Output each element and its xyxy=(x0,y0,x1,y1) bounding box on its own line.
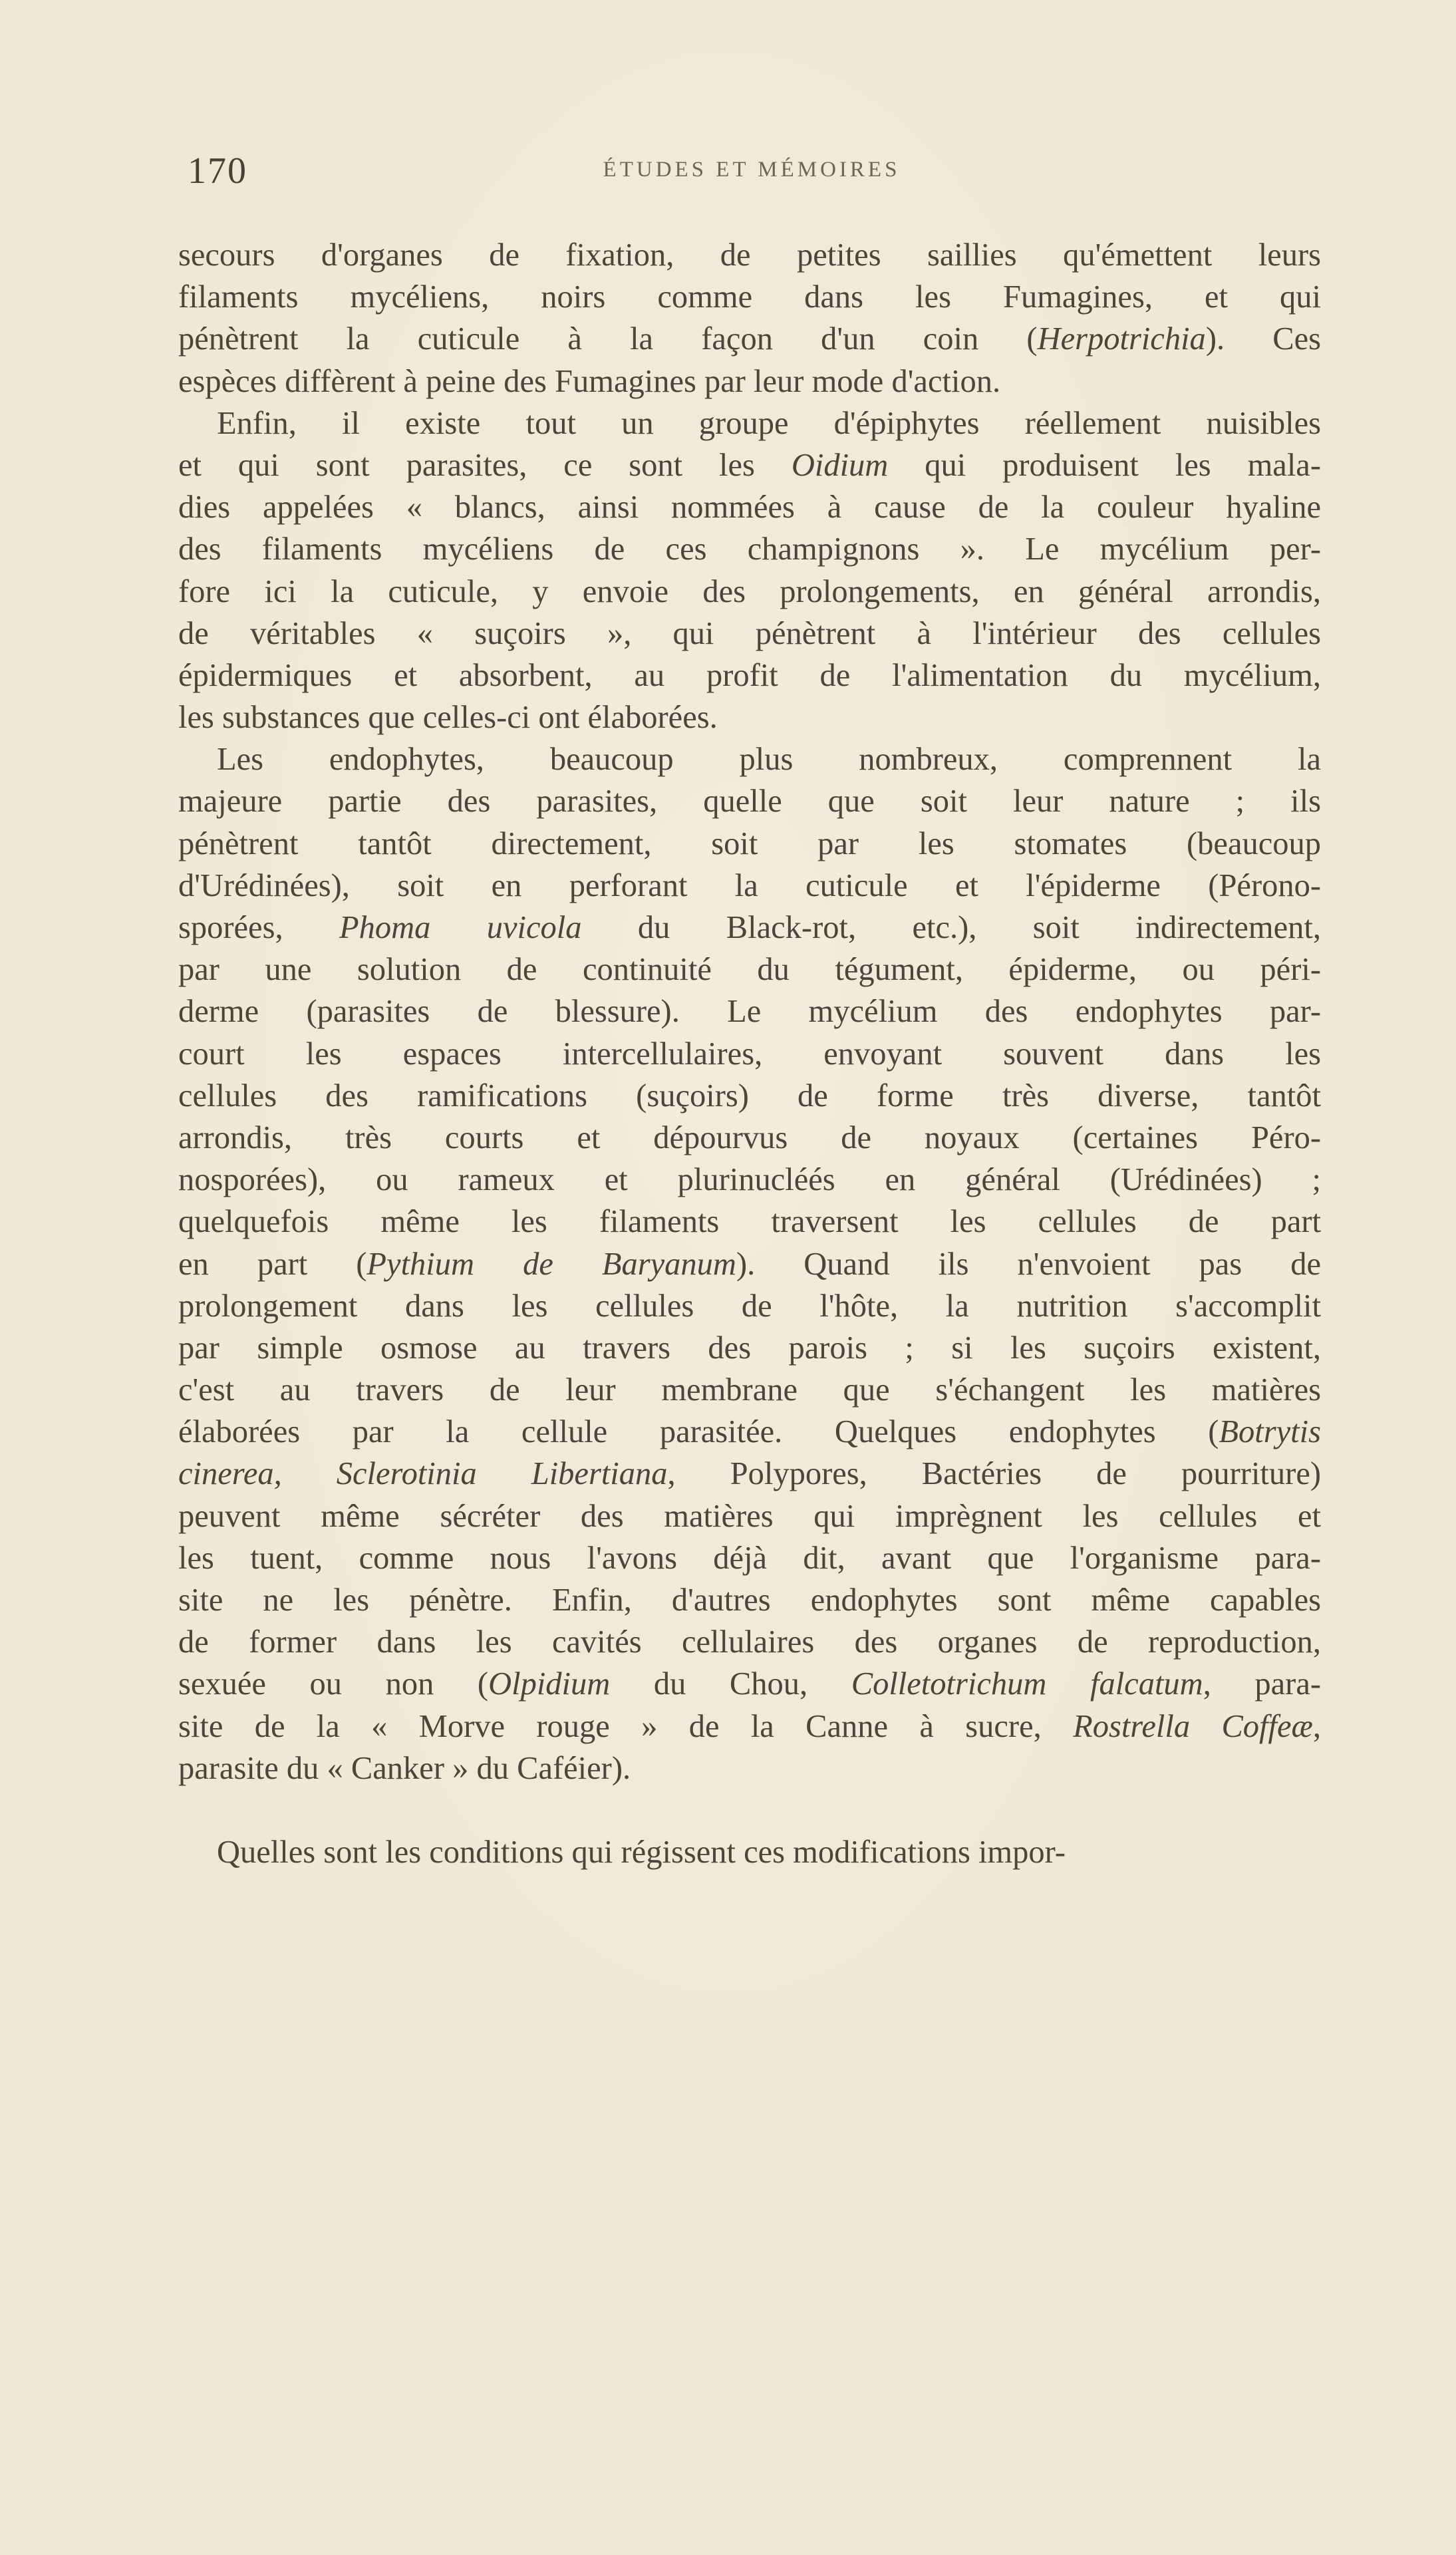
italic-text: Herpotrichia xyxy=(1037,321,1206,357)
page-header xyxy=(180,150,1324,196)
italic-text: Rostrella Coffeæ xyxy=(1073,1708,1313,1744)
text-segment: pénètrent tantôt directement, soit par les stomates (beaucoup xyxy=(178,826,1321,861)
text-segment: fore ici la cuticule, y envoie des prolongements, en général arrondis, xyxy=(178,573,1321,609)
text-line xyxy=(178,402,1321,444)
italic-text: Botrytis xyxy=(1219,1414,1321,1450)
text-line xyxy=(178,1243,1321,1285)
text-segment: , para- xyxy=(1203,1666,1321,1702)
text-line xyxy=(178,1411,1321,1453)
text-line xyxy=(178,1747,1321,1789)
text-line xyxy=(178,823,1321,865)
text-segment: Quelles sont les conditions qui régissent ces modifications impor- xyxy=(217,1835,1066,1871)
text-segment: derme (parasites de blessure). Le mycélium des endophytes par- xyxy=(178,994,1321,1030)
text-line xyxy=(178,1075,1321,1117)
text-line xyxy=(178,1706,1321,1747)
text-line xyxy=(178,1495,1321,1537)
text-line xyxy=(178,571,1321,613)
text-segment: sexuée ou non ( xyxy=(178,1666,489,1702)
text-line xyxy=(178,738,1321,780)
text-segment: , xyxy=(1312,1708,1321,1744)
text-line xyxy=(178,949,1321,990)
italic-text: Phoma uvicola xyxy=(339,910,582,945)
text-line xyxy=(178,528,1321,570)
text-line xyxy=(178,865,1321,907)
text-segment: du Black-rot, etc.), soit indirectement, xyxy=(581,910,1321,945)
text-segment: site ne les pénètre. Enfin, d'autres endophytes sont même capables xyxy=(178,1582,1321,1618)
text-segment: de véritables « suçoirs », qui pénètrent à l'intérieur des cellules xyxy=(178,615,1321,651)
text-line xyxy=(178,318,1321,360)
text-segment: du Chou, xyxy=(610,1666,851,1702)
italic-text: Olpidium xyxy=(488,1666,611,1702)
text-segment: espèces diffèrent à peine des Fumagines par leur mode d'action. xyxy=(178,363,1001,399)
text-segment: secours d'organes de fixation, de petites saillies qu'émettent leurs xyxy=(178,237,1321,273)
text-line xyxy=(178,1033,1321,1075)
text-line xyxy=(178,780,1321,822)
text-segment: sporées, xyxy=(178,910,339,945)
text-segment: de former dans les cavités cellulaires des organes de reproduction, xyxy=(178,1624,1321,1660)
text-segment: les tuent, comme nous l'avons déjà dit, avant que l'organisme para- xyxy=(178,1540,1321,1576)
italic-text: Pythium de Baryanum xyxy=(366,1246,736,1282)
text-segment: ). Ces xyxy=(1205,321,1321,357)
text-line xyxy=(178,1663,1321,1705)
text-segment: arrondis, très courts et dépourvus de noyaux (certaines Péro- xyxy=(178,1120,1321,1155)
text-line xyxy=(178,1621,1321,1663)
text-segment: cellules des ramifications (suçoirs) de forme très diverse, tantôt xyxy=(178,1078,1321,1114)
text-line xyxy=(178,486,1321,528)
running-head: ÉTUDES ET MÉMOIRES xyxy=(603,158,901,182)
text-line xyxy=(178,234,1321,276)
text-line xyxy=(178,1579,1321,1621)
text-segment: d'Urédinées), soit en perforant la cuticule et l'épiderme (Pérono- xyxy=(178,867,1321,903)
text-line xyxy=(178,613,1321,655)
text-segment: des filaments mycéliens de ces champignons ». Le mycélium per- xyxy=(178,531,1321,567)
body-text xyxy=(178,234,1321,1873)
text-segment: dies appelées « blancs, ainsi nommées à cause de la couleur hyaline xyxy=(178,490,1321,526)
text-line xyxy=(178,276,1321,318)
paragraph-gap xyxy=(178,1789,1321,1831)
text-segment: en part ( xyxy=(178,1246,367,1282)
text-line xyxy=(178,1159,1321,1201)
text-segment: élaborées par la cellule parasitée. Quelques endophytes ( xyxy=(178,1414,1219,1450)
text-line xyxy=(178,990,1321,1032)
italic-text: cinerea, Sclerotinia Libertiana xyxy=(178,1456,668,1492)
text-segment: quelquefois même les filaments traversent les cellules de part xyxy=(178,1204,1321,1240)
text-line xyxy=(178,1327,1321,1369)
page-number: 170 xyxy=(188,150,247,192)
text-segment: majeure partie des parasites, quelle que soit leur nature ; ils xyxy=(178,784,1321,820)
text-segment: Enfin, il existe tout un groupe d'épiphytes réellement nuisibles xyxy=(217,405,1321,441)
text-line xyxy=(178,1453,1321,1495)
text-segment: épidermiques et absorbent, au profit de l'alimentation du mycélium, xyxy=(178,657,1321,693)
text-line xyxy=(178,696,1321,738)
text-segment: qui produisent les mala- xyxy=(888,447,1321,483)
text-segment: Les endophytes, beaucoup plus nombreux, comprennent la xyxy=(217,742,1321,778)
text-line xyxy=(178,1117,1321,1159)
text-segment: , Polypores, Bactéries de pourriture) xyxy=(667,1456,1321,1492)
italic-text: Colletotrichum falcatum xyxy=(851,1666,1203,1702)
text-segment: par simple osmose au travers des parois ; si les suçoirs existent, xyxy=(178,1330,1321,1366)
text-line xyxy=(178,1369,1321,1411)
text-segment: c'est au travers de leur membrane que s'échangent les matières xyxy=(178,1372,1321,1408)
text-line xyxy=(178,907,1321,949)
text-segment: pénètrent la cuticule à la façon d'un coin ( xyxy=(178,321,1038,357)
text-line xyxy=(178,1285,1321,1327)
text-segment: court les espaces intercellulaires, envoyant souvent dans les xyxy=(178,1036,1321,1072)
text-line xyxy=(178,1201,1321,1243)
text-segment: nosporées), ou rameux et plurinucléés en général (Urédinées) ; xyxy=(178,1162,1321,1198)
text-line xyxy=(178,655,1321,696)
text-segment: ). Quand ils n'envoient pas de xyxy=(736,1246,1321,1282)
text-segment: et qui sont parasites, ce sont les xyxy=(178,447,792,483)
italic-text: Oidium xyxy=(791,447,889,483)
text-line xyxy=(178,1537,1321,1579)
text-segment: les substances que celles-ci ont élaborées. xyxy=(178,700,718,736)
text-line xyxy=(178,1831,1321,1873)
text-segment: par une solution de continuité du tégument, épiderme, ou péri- xyxy=(178,952,1321,988)
text-segment: parasite du « Canker » du Caféier). xyxy=(178,1750,631,1786)
text-line xyxy=(178,361,1321,402)
text-segment: filaments mycéliens, noirs comme dans les Fumagines, et qui xyxy=(178,279,1321,315)
text-line xyxy=(178,444,1321,486)
text-segment: prolongement dans les cellules de l'hôte, la nutrition s'accomplit xyxy=(178,1288,1321,1324)
text-segment: site de la « Morve rouge » de la Canne à sucre, xyxy=(178,1708,1074,1744)
text-segment: peuvent même sécréter des matières qui imprègnent les cellules et xyxy=(178,1498,1321,1534)
